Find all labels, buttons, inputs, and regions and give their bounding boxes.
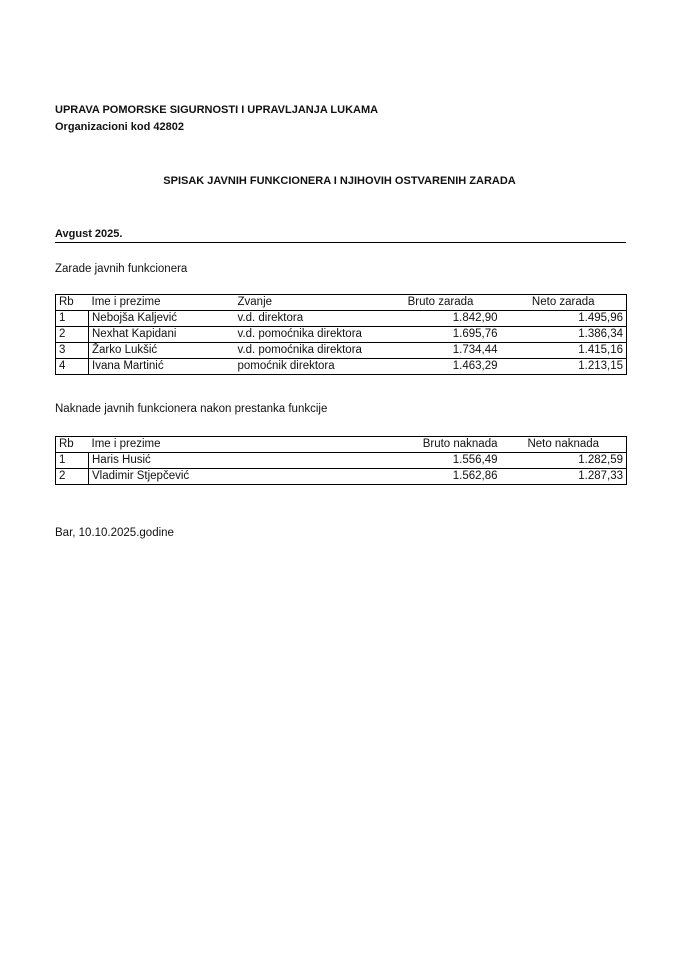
row-empty	[235, 453, 381, 469]
row-gross: 1.562,86	[452, 470, 498, 482]
period-label: Avgust 2025.	[55, 228, 123, 240]
row-title: v.d. direktora	[235, 311, 381, 327]
col-rb: Rb	[56, 295, 89, 311]
row-title: pomoćnik direktora	[237, 360, 335, 372]
col-net: Neto zarada	[501, 295, 627, 311]
row-name: Haris Husić	[89, 453, 235, 469]
row-gross: 1.842,90	[381, 311, 501, 327]
row-gross: 1.695,76	[381, 327, 501, 343]
row-rb: 2	[56, 469, 89, 485]
place-date: Bar, 10.10.2025.godine	[55, 527, 174, 539]
table-row	[56, 359, 627, 375]
row-rb: 1	[56, 453, 89, 469]
period-divider	[55, 242, 626, 243]
row-gross: 1.463,29	[452, 360, 498, 372]
organization-name: UPRAVA POMORSKE SIGURNOSTI I UPRAVLJANJA LUKAMA	[55, 104, 379, 116]
row-name: Ivana Martinić	[92, 360, 164, 372]
salaries-table	[55, 294, 627, 375]
col-rb: Rb	[56, 437, 89, 453]
row-net: 1.386,34	[501, 327, 627, 343]
row-name: Nebojša Kaljević	[89, 311, 235, 327]
salaries-header-row	[56, 295, 627, 311]
row-net: 1.282,59	[501, 453, 627, 469]
row-empty	[235, 469, 381, 485]
col-gross: Bruto zarada	[381, 295, 501, 311]
row-rb: 4	[56, 359, 89, 375]
col-name: Ime i prezime	[89, 437, 235, 453]
compensations-caption: Naknade javnih funkcionera nakon prestanka funkcije	[55, 403, 328, 415]
compensations-table	[55, 436, 627, 485]
table-row	[56, 311, 627, 327]
row-rb: 2	[56, 327, 89, 343]
col-net: Neto naknada	[501, 437, 627, 453]
row-name: Žarko Lukšić	[89, 343, 235, 359]
row-net: 1.495,96	[501, 311, 627, 327]
row-net: 1.287,33	[578, 470, 623, 482]
table-row	[56, 343, 627, 359]
row-gross: 1.556,49	[381, 453, 501, 469]
row-rb: 3	[56, 343, 89, 359]
col-title: Zvanje	[235, 295, 381, 311]
row-net: 1.213,15	[578, 360, 623, 372]
row-title: v.d. pomoćnika direktora	[235, 343, 381, 359]
row-net: 1.415,16	[501, 343, 627, 359]
table-row	[56, 453, 627, 469]
row-name: Nexhat Kapidani	[89, 327, 235, 343]
row-rb: 1	[56, 311, 89, 327]
compensations-header-row	[56, 437, 627, 453]
row-name: Vladimir Stjepčević	[92, 470, 190, 482]
table-row	[56, 469, 627, 485]
col-gross: Bruto naknada	[381, 437, 501, 453]
row-title: v.d. pomoćnika direktora	[235, 327, 381, 343]
document-title: SPISAK JAVNIH FUNKCIONERA I NJIHOVIH OSTVARENIH ZARADA	[163, 175, 516, 187]
organization-code: Organizacioni kod 42802	[55, 121, 184, 133]
col-empty	[235, 437, 381, 453]
col-name: Ime i prezime	[89, 295, 235, 311]
salaries-caption: Zarade javnih funkcionera	[55, 263, 188, 275]
table-row	[56, 327, 627, 343]
row-gross: 1.734,44	[381, 343, 501, 359]
